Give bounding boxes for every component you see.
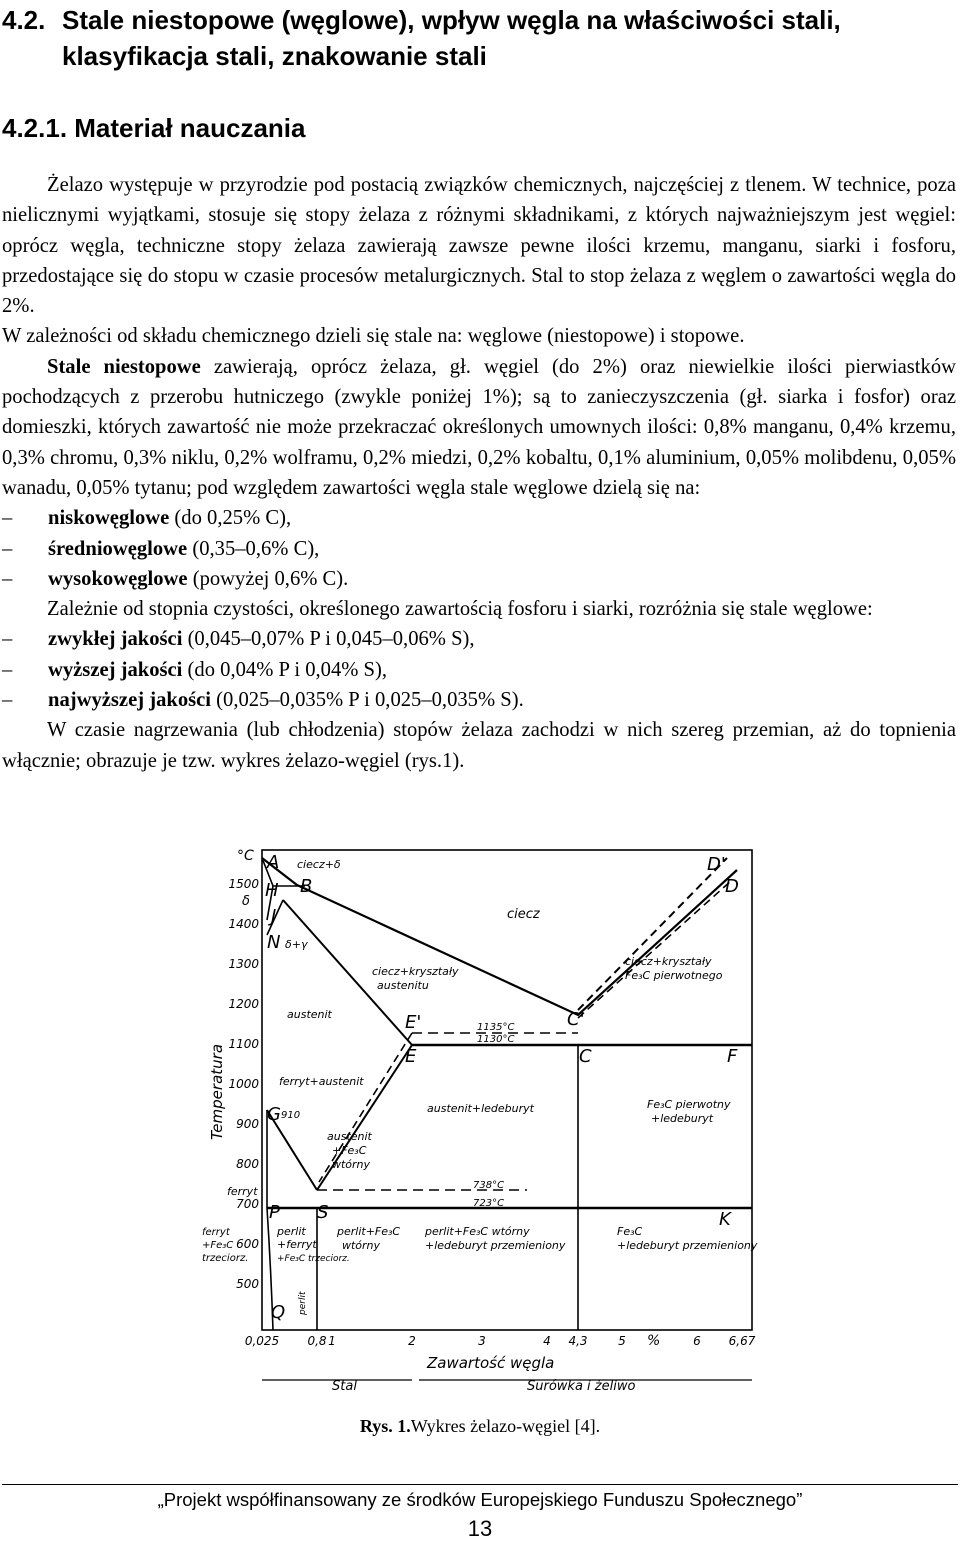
y-tick: 1200 [228,997,259,1011]
list-term: wysokowęglowe [48,567,188,590]
region-label: austenit+ledeburyt [427,1102,534,1115]
region-label: Fe₃C [617,1225,643,1238]
region-label: perlit [298,1291,308,1315]
list-term: średniowęglowe [48,537,188,560]
x-unit-label: % [647,1333,661,1349]
list-text: (do 0,04% P i 0,04% S), [182,658,388,681]
region-label: wtórny [332,1158,371,1171]
point-label: C' [567,1009,585,1030]
y-unit-label: °C [237,848,254,864]
page-number: 13 [467,1516,493,1541]
region-label: +Fe₃C trzeciorz. [277,1254,350,1264]
region-label: ferryt [202,1227,230,1238]
y-tick: 600 [236,1237,259,1251]
region-label: +ledeburyt przemieniony [425,1239,566,1252]
figure-caption [0,1416,960,1437]
region-label: ciecz [507,907,540,922]
region-label: perlit [277,1225,306,1238]
body-text [2,170,956,776]
x-subtitle-left: Stal [332,1379,357,1394]
dash-marker: – [2,689,13,712]
list-term: zwykłej jakości [48,628,183,651]
list-text: (0,025–0,035% P i 0,025–0,035% S). [211,689,524,712]
dashed-liquidus [578,858,727,1010]
delta-symbol: δ [242,894,250,909]
dash-marker: – [2,537,13,560]
point-label: S [317,1202,329,1223]
temp-label: 723°C [473,1198,505,1209]
x-tick: 4 [543,1334,551,1348]
dashed-liquidus-2 [578,880,732,1018]
point-label: F [727,1046,738,1067]
paragraph-1: Żelazo występuje w przyrodzie pod postacią związków chemicznych, najczęściej z tlenem. W technice, poza nielicznymi wyjątkami, stosuje się stopy żelaza z różnymi składnikami, z których najważniejszym jest węgiel: oprócz węgla, techniczne stopy żelaza zawierają zawsze pewne ilości krzemu, manganu, siarki i fosforu, przedostające się do stopu w czasie procesów metalurgicznych. Stal to stop żelaza z węglem o zawartości węgla do 2%. [2,174,956,318]
paragraph-5: W czasie nagrzewania (lub chłodzenia) stopów żelaza zachodzi w nich szereg przemian, aż do topnienia włącznie; obrazuje je tzw. wykres żelazo-węgiel (rys.1). [2,719,956,772]
y-tick: 1300 [228,957,259,971]
list-term: wyższej jakości [48,658,183,681]
x-tick: 6 [693,1334,701,1348]
section-title-line2: klasyfikacja stali, znakowanie stali [62,41,487,71]
region-label: +ledeburyt przemieniony [617,1239,758,1252]
list-item [2,503,956,533]
x-tick: 4,3 [568,1334,588,1348]
y-tick: 1100 [228,1037,259,1051]
list-text: (0,35–0,6% C), [187,537,320,560]
region-label: austenit [287,1008,332,1021]
region-label: wtórny [342,1239,381,1252]
list-text: (powyżej 0,6% C). [187,567,349,590]
y-tick: 900 [236,1117,259,1131]
point-label: N [267,932,281,953]
section-heading [2,2,952,74]
x-axis-title: Zawartość węgla [427,1354,555,1372]
paragraph-4: Zależnie od stopnia czystości, określonego zawartością fosforu i siarki, rozróżnia się stale węglowe: [47,598,873,621]
y-tick: 700 [236,1197,259,1211]
y-axis-title: Temperatura [208,1043,226,1140]
region-label: ferryt [227,1185,258,1198]
list-term: najwyższej jakości [48,689,212,712]
list-item [2,624,956,654]
y-tick: 1400 [228,917,259,931]
temp-label: 1130°C [477,1034,515,1045]
paragraph-3 [2,352,956,503]
list-term: niskowęglowe [48,507,170,530]
temp-label: 1135°C [477,1022,515,1033]
region-label: trzeciorz. [202,1253,249,1264]
section-title-line1: Stale niestopowe (węglowe), wpływ węgla na właściwości stali, [62,5,841,35]
y-tick: 500 [236,1277,259,1291]
footer-rule [2,1484,958,1485]
region-label: +Fe₃C [332,1144,367,1157]
list-item [2,655,956,685]
list-item [2,685,956,715]
paragraph-2: W zależności od składu chemicznego dzieli się stale na: węglowe (niestopowe) i stopowe. [2,325,745,348]
x-tick: 3 [478,1334,486,1348]
caption-number: Rys. 1. [359,1416,411,1436]
iron-carbon-diagram [202,840,758,1400]
region-label: Fe₃C pierwotny [647,1098,731,1111]
x-tick: 5 [618,1334,626,1348]
region-label: ferryt+austenit [279,1075,364,1088]
region-label: perlit+Fe₃C [337,1225,401,1238]
paragraph-3-bold: Stale niestopowe [47,355,201,378]
point-label: H [265,880,279,901]
dash-marker: – [2,628,13,651]
dash-marker: – [2,658,13,681]
x-subtitle-right: Surówka i żeliwo [527,1379,636,1394]
point-label: G [267,1104,281,1125]
region-label: austenit [327,1130,372,1143]
x-tick: 0,025 [244,1334,280,1348]
temp-label: 738°C [473,1180,505,1191]
liquidus-line [262,858,737,1015]
list-text: (0,045–0,07% P i 0,045–0,06% S), [182,628,475,651]
region-label: ciecz+kryształy [625,955,712,968]
region-label: +ferryt [277,1238,317,1251]
region-label: δ+γ [285,938,308,951]
point-label: J [271,906,277,927]
subsection-heading: 4.2.1. Materiał nauczania [2,113,306,143]
list-text: (do 0,25% C), [169,507,292,530]
region-label: +ledeburyt [651,1112,714,1125]
x-tick: 0,8 [307,1334,327,1348]
point-label: K [719,1209,731,1230]
temp-label: 910 [281,1110,301,1121]
list-item [2,534,956,564]
region-label: perlit+Fe₃C wtórny [425,1225,530,1238]
paragraph-3-text: zawierają, oprócz żelaza, gł. węgiel (do 2%) oraz niewielkie ilości pierwiastków pochodzących z przerobu hutniczego (zwykle poniżej 1%); są to zanieczyszczenia (gł. siarka i fosfor) oraz domieszki, których zawartość nie może przekraczać określonych umownych ilości: 0,8% manganu, 0,4% krzemu, 0,3% chromu, 0,3% niklu, 0,2% wolframu, 0,2% miedzi, 0,2% kobaltu, 0,1% aluminium, 0,05% molibdenu, 0,05% wanadu, 0,05% tytanu; pod względem zawartości węgla stale węglowe dzielą się na: [2,355,956,499]
region-label: +Fe₃C [202,1240,234,1251]
point-label: P [269,1202,280,1223]
section-number: 4.2. [2,5,46,35]
region-label: ciecz+kryształy [372,965,459,978]
region-label: Fe₃C pierwotnego [625,969,723,982]
point-label: Q [271,1302,286,1323]
point-label: C [579,1046,592,1067]
footer-text: „Projekt współfinansowany ze środków Europejskiego Funduszu Społecznego” [157,1489,803,1510]
region-label: austenitu [377,979,429,992]
point-label: D' [707,854,726,875]
y-tick: 1500 [228,877,259,891]
y-tick: 1000 [228,1077,259,1091]
x-tick: 2 [408,1334,416,1348]
dash-marker: – [2,567,13,590]
point-label: D [725,876,739,897]
point-label: E [405,1046,417,1067]
point-label: E' [405,1012,422,1033]
dash-marker: – [2,507,13,530]
x-tick: 6,67 [728,1334,756,1348]
point-label: B [300,876,313,897]
caption-text: Wykres żelazo-węgiel [4]. [410,1416,601,1436]
x-tick: 1 [328,1334,336,1348]
list-item [2,564,956,594]
point-label: A [267,852,280,873]
y-tick: 800 [236,1157,259,1171]
region-label: ciecz+δ [297,858,341,871]
